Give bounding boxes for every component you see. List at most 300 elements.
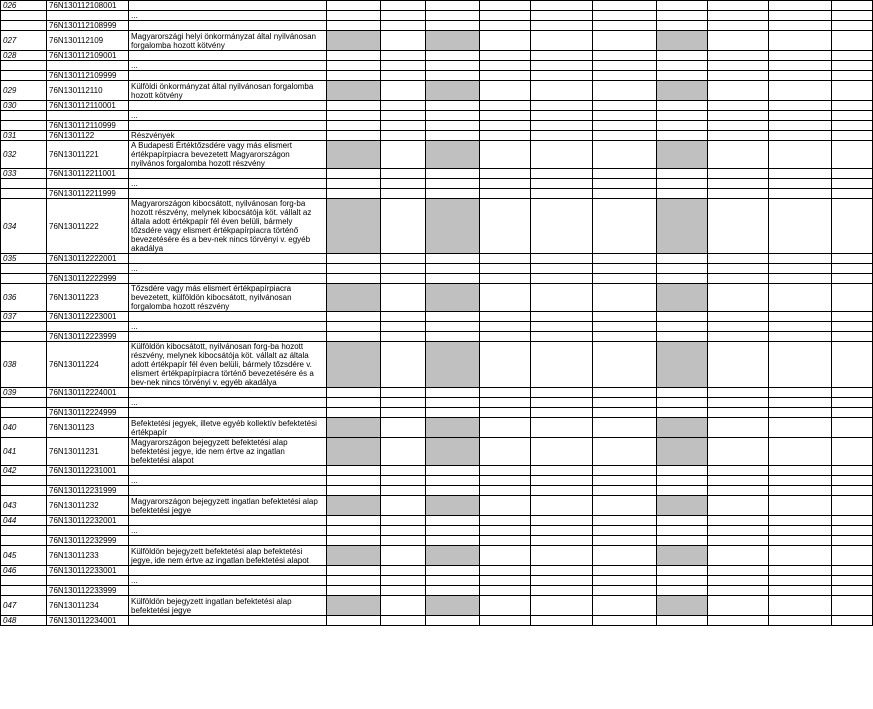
value-cell[interactable]: [426, 526, 480, 536]
value-cell[interactable]: [708, 274, 769, 284]
value-cell[interactable]: [426, 101, 480, 111]
value-cell[interactable]: [531, 101, 593, 111]
value-cell[interactable]: [769, 284, 832, 312]
value-cell[interactable]: [657, 496, 708, 516]
value-cell[interactable]: [327, 31, 381, 51]
value-cell[interactable]: [769, 264, 832, 274]
value-cell[interactable]: [593, 284, 657, 312]
value-cell[interactable]: [832, 254, 873, 264]
value-cell[interactable]: [832, 1, 873, 11]
value-cell[interactable]: [708, 516, 769, 526]
value-cell[interactable]: [381, 31, 426, 51]
value-cell[interactable]: [593, 546, 657, 566]
value-cell[interactable]: [769, 11, 832, 21]
value-cell[interactable]: [832, 31, 873, 51]
value-cell[interactable]: [593, 81, 657, 101]
value-cell[interactable]: [531, 566, 593, 576]
value-cell[interactable]: [426, 546, 480, 566]
value-cell[interactable]: [708, 566, 769, 576]
value-cell[interactable]: [480, 616, 531, 626]
value-cell[interactable]: [657, 486, 708, 496]
value-cell[interactable]: [708, 418, 769, 438]
value-cell[interactable]: [327, 332, 381, 342]
value-cell[interactable]: [708, 284, 769, 312]
value-cell[interactable]: [769, 586, 832, 596]
value-cell[interactable]: [426, 81, 480, 101]
value-cell[interactable]: [708, 189, 769, 199]
value-cell[interactable]: [531, 71, 593, 81]
value-cell[interactable]: [769, 141, 832, 169]
value-cell[interactable]: [327, 566, 381, 576]
value-cell[interactable]: [593, 31, 657, 51]
value-cell[interactable]: [327, 418, 381, 438]
value-cell[interactable]: [426, 71, 480, 81]
value-cell[interactable]: [657, 121, 708, 131]
value-cell[interactable]: [593, 51, 657, 61]
value-cell[interactable]: [769, 476, 832, 486]
value-cell[interactable]: [769, 596, 832, 616]
value-cell[interactable]: [657, 71, 708, 81]
value-cell[interactable]: [480, 388, 531, 398]
value-cell[interactable]: [480, 254, 531, 264]
value-cell[interactable]: [327, 438, 381, 466]
value-cell[interactable]: [708, 322, 769, 332]
value-cell[interactable]: [593, 312, 657, 322]
value-cell[interactable]: [708, 81, 769, 101]
value-cell[interactable]: [327, 576, 381, 586]
value-cell[interactable]: [426, 322, 480, 332]
value-cell[interactable]: [531, 81, 593, 101]
value-cell[interactable]: [657, 516, 708, 526]
value-cell[interactable]: [593, 566, 657, 576]
value-cell[interactable]: [769, 254, 832, 264]
value-cell[interactable]: [832, 546, 873, 566]
value-cell[interactable]: [531, 264, 593, 274]
value-cell[interactable]: [593, 179, 657, 189]
value-cell[interactable]: [593, 111, 657, 121]
value-cell[interactable]: [426, 476, 480, 486]
value-cell[interactable]: [593, 616, 657, 626]
value-cell[interactable]: [593, 61, 657, 71]
value-cell[interactable]: [657, 576, 708, 586]
value-cell[interactable]: [657, 169, 708, 179]
value-cell[interactable]: [426, 264, 480, 274]
value-cell[interactable]: [381, 388, 426, 398]
value-cell[interactable]: [531, 11, 593, 21]
value-cell[interactable]: [657, 51, 708, 61]
value-cell[interactable]: [769, 31, 832, 51]
value-cell[interactable]: [708, 388, 769, 398]
value-cell[interactable]: [381, 438, 426, 466]
value-cell[interactable]: [426, 418, 480, 438]
value-cell[interactable]: [381, 274, 426, 284]
value-cell[interactable]: [426, 141, 480, 169]
value-cell[interactable]: [327, 466, 381, 476]
value-cell[interactable]: [426, 11, 480, 21]
value-cell[interactable]: [327, 111, 381, 121]
value-cell[interactable]: [327, 476, 381, 486]
value-cell[interactable]: [708, 21, 769, 31]
value-cell[interactable]: [593, 576, 657, 586]
value-cell[interactable]: [480, 516, 531, 526]
value-cell[interactable]: [426, 536, 480, 546]
value-cell[interactable]: [480, 121, 531, 131]
value-cell[interactable]: [657, 332, 708, 342]
value-cell[interactable]: [381, 81, 426, 101]
value-cell[interactable]: [531, 131, 593, 141]
value-cell[interactable]: [381, 342, 426, 388]
value-cell[interactable]: [531, 141, 593, 169]
value-cell[interactable]: [593, 438, 657, 466]
value-cell[interactable]: [657, 398, 708, 408]
value-cell[interactable]: [832, 71, 873, 81]
value-cell[interactable]: [480, 179, 531, 189]
value-cell[interactable]: [327, 526, 381, 536]
value-cell[interactable]: [657, 388, 708, 398]
value-cell[interactable]: [531, 486, 593, 496]
value-cell[interactable]: [593, 398, 657, 408]
value-cell[interactable]: [531, 312, 593, 322]
value-cell[interactable]: [657, 616, 708, 626]
value-cell[interactable]: [381, 566, 426, 576]
value-cell[interactable]: [480, 438, 531, 466]
value-cell[interactable]: [327, 596, 381, 616]
value-cell[interactable]: [531, 576, 593, 586]
value-cell[interactable]: [327, 388, 381, 398]
value-cell[interactable]: [327, 274, 381, 284]
value-cell[interactable]: [381, 1, 426, 11]
value-cell[interactable]: [480, 169, 531, 179]
value-cell[interactable]: [327, 546, 381, 566]
value-cell[interactable]: [327, 179, 381, 189]
value-cell[interactable]: [769, 332, 832, 342]
value-cell[interactable]: [708, 576, 769, 586]
value-cell[interactable]: [480, 398, 531, 408]
value-cell[interactable]: [531, 398, 593, 408]
value-cell[interactable]: [426, 21, 480, 31]
value-cell[interactable]: [657, 342, 708, 388]
value-cell[interactable]: [593, 526, 657, 536]
value-cell[interactable]: [531, 254, 593, 264]
value-cell[interactable]: [381, 284, 426, 312]
value-cell[interactable]: [531, 111, 593, 121]
value-cell[interactable]: [832, 264, 873, 274]
value-cell[interactable]: [426, 408, 480, 418]
value-cell[interactable]: [769, 131, 832, 141]
value-cell[interactable]: [657, 586, 708, 596]
value-cell[interactable]: [593, 1, 657, 11]
value-cell[interactable]: [531, 536, 593, 546]
value-cell[interactable]: [381, 526, 426, 536]
value-cell[interactable]: [832, 596, 873, 616]
value-cell[interactable]: [426, 576, 480, 586]
value-cell[interactable]: [327, 141, 381, 169]
value-cell[interactable]: [426, 342, 480, 388]
value-cell[interactable]: [708, 476, 769, 486]
value-cell[interactable]: [381, 111, 426, 121]
value-cell[interactable]: [657, 141, 708, 169]
value-cell[interactable]: [531, 1, 593, 11]
value-cell[interactable]: [426, 31, 480, 51]
value-cell[interactable]: [769, 616, 832, 626]
value-cell[interactable]: [327, 131, 381, 141]
value-cell[interactable]: [657, 274, 708, 284]
value-cell[interactable]: [381, 141, 426, 169]
value-cell[interactable]: [769, 486, 832, 496]
value-cell[interactable]: [593, 131, 657, 141]
value-cell[interactable]: [832, 111, 873, 121]
value-cell[interactable]: [708, 546, 769, 566]
value-cell[interactable]: [708, 51, 769, 61]
value-cell[interactable]: [769, 322, 832, 332]
value-cell[interactable]: [426, 274, 480, 284]
value-cell[interactable]: [327, 284, 381, 312]
value-cell[interactable]: [426, 121, 480, 131]
value-cell[interactable]: [381, 332, 426, 342]
value-cell[interactable]: [426, 179, 480, 189]
value-cell[interactable]: [593, 121, 657, 131]
value-cell[interactable]: [480, 408, 531, 418]
value-cell[interactable]: [708, 199, 769, 254]
value-cell[interactable]: [480, 141, 531, 169]
value-cell[interactable]: [327, 616, 381, 626]
value-cell[interactable]: [832, 81, 873, 101]
value-cell[interactable]: [480, 332, 531, 342]
value-cell[interactable]: [531, 61, 593, 71]
value-cell[interactable]: [531, 342, 593, 388]
value-cell[interactable]: [480, 566, 531, 576]
value-cell[interactable]: [426, 438, 480, 466]
value-cell[interactable]: [426, 616, 480, 626]
value-cell[interactable]: [426, 131, 480, 141]
value-cell[interactable]: [531, 466, 593, 476]
value-cell[interactable]: [657, 418, 708, 438]
value-cell[interactable]: [657, 566, 708, 576]
value-cell[interactable]: [381, 418, 426, 438]
value-cell[interactable]: [832, 566, 873, 576]
value-cell[interactable]: [480, 51, 531, 61]
value-cell[interactable]: [832, 576, 873, 586]
value-cell[interactable]: [426, 332, 480, 342]
value-cell[interactable]: [531, 616, 593, 626]
value-cell[interactable]: [657, 21, 708, 31]
value-cell[interactable]: [593, 476, 657, 486]
value-cell[interactable]: [708, 312, 769, 322]
value-cell[interactable]: [327, 398, 381, 408]
value-cell[interactable]: [426, 466, 480, 476]
value-cell[interactable]: [769, 496, 832, 516]
value-cell[interactable]: [657, 546, 708, 566]
value-cell[interactable]: [327, 408, 381, 418]
value-cell[interactable]: [769, 408, 832, 418]
value-cell[interactable]: [381, 586, 426, 596]
value-cell[interactable]: [480, 496, 531, 516]
value-cell[interactable]: [593, 189, 657, 199]
value-cell[interactable]: [426, 199, 480, 254]
value-cell[interactable]: [480, 536, 531, 546]
value-cell[interactable]: [327, 536, 381, 546]
value-cell[interactable]: [832, 51, 873, 61]
value-cell[interactable]: [832, 284, 873, 312]
value-cell[interactable]: [480, 596, 531, 616]
value-cell[interactable]: [593, 322, 657, 332]
value-cell[interactable]: [381, 616, 426, 626]
value-cell[interactable]: [593, 21, 657, 31]
value-cell[interactable]: [327, 516, 381, 526]
value-cell[interactable]: [769, 312, 832, 322]
value-cell[interactable]: [708, 596, 769, 616]
value-cell[interactable]: [531, 496, 593, 516]
value-cell[interactable]: [708, 342, 769, 388]
value-cell[interactable]: [657, 101, 708, 111]
value-cell[interactable]: [708, 1, 769, 11]
value-cell[interactable]: [832, 388, 873, 398]
value-cell[interactable]: [769, 1, 832, 11]
value-cell[interactable]: [657, 264, 708, 274]
value-cell[interactable]: [769, 466, 832, 476]
value-cell[interactable]: [593, 101, 657, 111]
value-cell[interactable]: [381, 71, 426, 81]
value-cell[interactable]: [426, 486, 480, 496]
value-cell[interactable]: [832, 179, 873, 189]
value-cell[interactable]: [708, 61, 769, 71]
value-cell[interactable]: [531, 179, 593, 189]
value-cell[interactable]: [593, 496, 657, 516]
value-cell[interactable]: [426, 516, 480, 526]
value-cell[interactable]: [480, 31, 531, 51]
value-cell[interactable]: [708, 179, 769, 189]
value-cell[interactable]: [426, 586, 480, 596]
value-cell[interactable]: [480, 546, 531, 566]
value-cell[interactable]: [832, 312, 873, 322]
value-cell[interactable]: [593, 342, 657, 388]
value-cell[interactable]: [657, 189, 708, 199]
value-cell[interactable]: [381, 596, 426, 616]
value-cell[interactable]: [657, 466, 708, 476]
value-cell[interactable]: [381, 51, 426, 61]
value-cell[interactable]: [480, 71, 531, 81]
value-cell[interactable]: [832, 398, 873, 408]
value-cell[interactable]: [657, 1, 708, 11]
value-cell[interactable]: [531, 51, 593, 61]
value-cell[interactable]: [426, 189, 480, 199]
value-cell[interactable]: [769, 576, 832, 586]
value-cell[interactable]: [327, 254, 381, 264]
value-cell[interactable]: [327, 189, 381, 199]
value-cell[interactable]: [657, 438, 708, 466]
value-cell[interactable]: [531, 476, 593, 486]
value-cell[interactable]: [480, 486, 531, 496]
value-cell[interactable]: [381, 179, 426, 189]
value-cell[interactable]: [832, 101, 873, 111]
value-cell[interactable]: [708, 486, 769, 496]
value-cell[interactable]: [708, 101, 769, 111]
value-cell[interactable]: [832, 21, 873, 31]
value-cell[interactable]: [327, 61, 381, 71]
value-cell[interactable]: [327, 101, 381, 111]
value-cell[interactable]: [832, 408, 873, 418]
value-cell[interactable]: [381, 11, 426, 21]
value-cell[interactable]: [381, 516, 426, 526]
value-cell[interactable]: [381, 61, 426, 71]
value-cell[interactable]: [593, 199, 657, 254]
value-cell[interactable]: [769, 526, 832, 536]
value-cell[interactable]: [480, 264, 531, 274]
value-cell[interactable]: [480, 526, 531, 536]
value-cell[interactable]: [381, 322, 426, 332]
value-cell[interactable]: [593, 11, 657, 21]
value-cell[interactable]: [480, 81, 531, 101]
value-cell[interactable]: [327, 312, 381, 322]
value-cell[interactable]: [657, 11, 708, 21]
value-cell[interactable]: [381, 254, 426, 264]
value-cell[interactable]: [769, 189, 832, 199]
value-cell[interactable]: [657, 61, 708, 71]
value-cell[interactable]: [708, 169, 769, 179]
value-cell[interactable]: [769, 566, 832, 576]
value-cell[interactable]: [657, 111, 708, 121]
value-cell[interactable]: [657, 312, 708, 322]
value-cell[interactable]: [708, 131, 769, 141]
value-cell[interactable]: [769, 536, 832, 546]
value-cell[interactable]: [832, 169, 873, 179]
value-cell[interactable]: [593, 536, 657, 546]
value-cell[interactable]: [327, 51, 381, 61]
value-cell[interactable]: [708, 408, 769, 418]
value-cell[interactable]: [327, 1, 381, 11]
value-cell[interactable]: [531, 438, 593, 466]
value-cell[interactable]: [708, 332, 769, 342]
value-cell[interactable]: [531, 21, 593, 31]
value-cell[interactable]: [531, 388, 593, 398]
value-cell[interactable]: [381, 408, 426, 418]
value-cell[interactable]: [657, 536, 708, 546]
value-cell[interactable]: [531, 332, 593, 342]
value-cell[interactable]: [480, 322, 531, 332]
value-cell[interactable]: [480, 586, 531, 596]
value-cell[interactable]: [327, 586, 381, 596]
value-cell[interactable]: [381, 398, 426, 408]
value-cell[interactable]: [593, 388, 657, 398]
value-cell[interactable]: [381, 264, 426, 274]
value-cell[interactable]: [480, 418, 531, 438]
value-cell[interactable]: [657, 199, 708, 254]
value-cell[interactable]: [531, 274, 593, 284]
value-cell[interactable]: [593, 274, 657, 284]
value-cell[interactable]: [708, 466, 769, 476]
value-cell[interactable]: [327, 71, 381, 81]
value-cell[interactable]: [327, 81, 381, 101]
value-cell[interactable]: [769, 169, 832, 179]
value-cell[interactable]: [327, 169, 381, 179]
value-cell[interactable]: [327, 342, 381, 388]
value-cell[interactable]: [480, 199, 531, 254]
value-cell[interactable]: [480, 576, 531, 586]
value-cell[interactable]: [426, 169, 480, 179]
value-cell[interactable]: [708, 141, 769, 169]
value-cell[interactable]: [593, 332, 657, 342]
value-cell[interactable]: [832, 61, 873, 71]
value-cell[interactable]: [832, 11, 873, 21]
value-cell[interactable]: [327, 486, 381, 496]
value-cell[interactable]: [531, 408, 593, 418]
value-cell[interactable]: [832, 189, 873, 199]
value-cell[interactable]: [832, 199, 873, 254]
value-cell[interactable]: [708, 71, 769, 81]
value-cell[interactable]: [657, 131, 708, 141]
value-cell[interactable]: [769, 398, 832, 408]
value-cell[interactable]: [426, 254, 480, 264]
